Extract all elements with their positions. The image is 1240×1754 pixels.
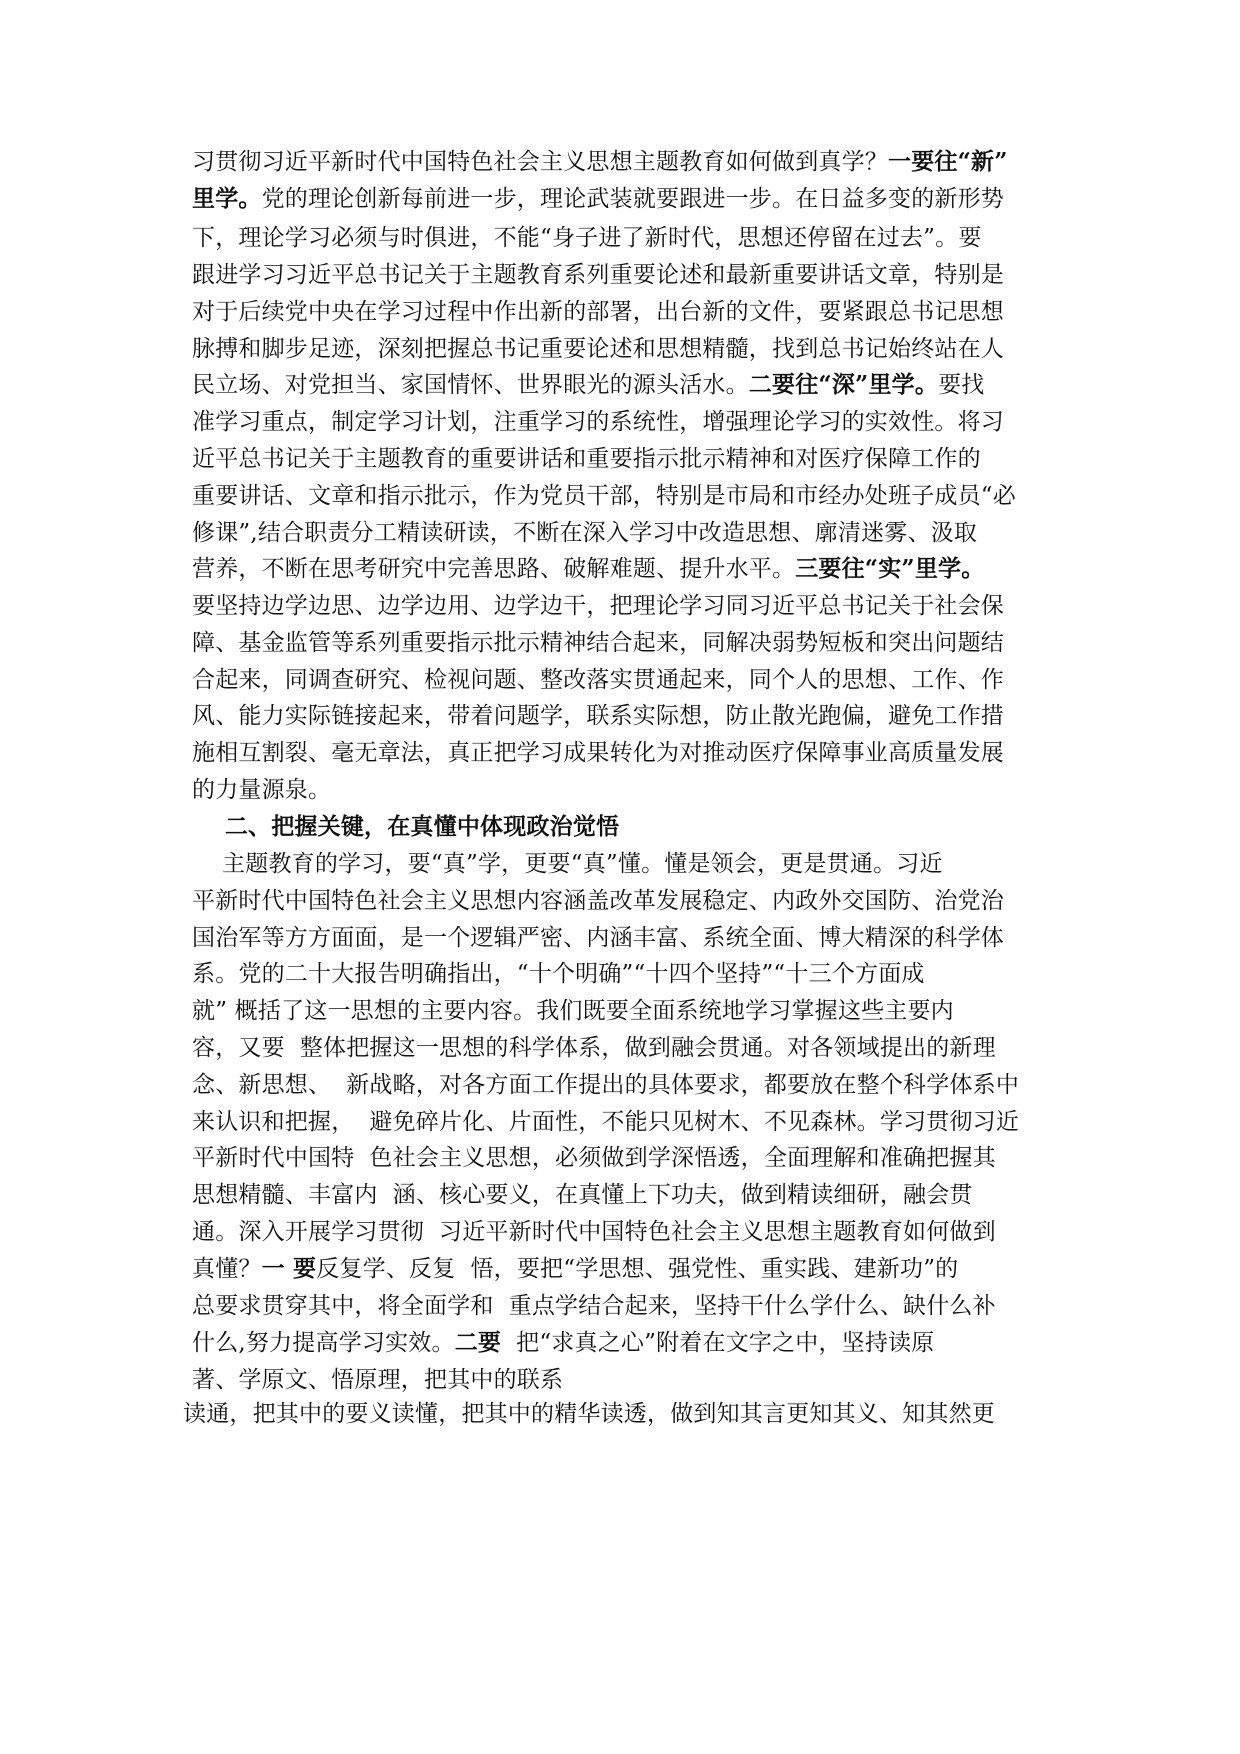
text-line — [192, 1213, 996, 1251]
text-line — [192, 440, 981, 478]
text-segment: 重要讲话、文章和指示批示，作为党员干部，特别是市局和市经办处班子成员“必 — [192, 483, 1016, 509]
text-segment: 营养，不断在思考研究中完善思路、破解难题、提升水平。 — [192, 556, 796, 582]
bold-text-segment: 里学。 — [192, 185, 262, 212]
text-line — [192, 514, 977, 552]
text-segment: 把“求真之心”附着在文字之中，坚持读原 — [501, 1330, 935, 1356]
text-line — [192, 661, 1004, 699]
text-line — [192, 1103, 1019, 1141]
text-line — [192, 808, 619, 846]
text-line — [192, 1139, 996, 1177]
text-segment: 国治军等方方面面，是一个逻辑严密、内涵丰富、系统全面、博大精深的科学体 — [192, 925, 1004, 951]
text-segment: 就” 概括了这一思想的主要内容。我们既要全面系统地学习掌握这些主要内 — [192, 998, 954, 1024]
bold-text-segment: 二、把握关键，在真懂中体现政治觉悟 — [192, 813, 620, 840]
text-line — [192, 1250, 958, 1288]
text-line — [192, 697, 1004, 735]
text-line — [192, 919, 1004, 957]
text-line — [192, 403, 1004, 441]
text-segment: 思想精髓、丰富内 涵、核心要义，在真懂上下功夫，做到精读细研，融会贯 — [192, 1182, 973, 1208]
text-segment: 对于后续党中央在学习过程中作出新的部署，出台新的文件，要紧跟总书记思想 — [192, 299, 1004, 325]
text-segment: 修课”,结合职责分工精读研读，不断在深入学习中改造思想、廓清迷雾、汲取 — [192, 520, 978, 546]
text-segment: 真懂？ — [192, 1256, 262, 1282]
text-line — [192, 1176, 973, 1214]
text-segment: 反复学、反复 悟，要把“学思想、强党性、重实践、建新功”的 — [316, 1256, 959, 1282]
text-segment: 什么,努力提高学习实效。 — [192, 1330, 455, 1356]
text-segment: 总要求贯穿其中，将全面学和 重点学结合起来，坚持干什么学什么、缺什么补 — [192, 1293, 996, 1319]
text-line — [192, 143, 1008, 181]
text-segment: 平新时代中国特 色社会主义思想，必须做到学深悟透，全面理解和准确把握其 — [192, 1145, 996, 1171]
text-line — [192, 1324, 934, 1362]
text-line — [192, 624, 1004, 662]
text-segment: 脉搏和脚步足迹，深刻把握总书记重要论述和思想精髓，找到总书记始终站在人 — [192, 336, 1004, 362]
text-line — [192, 219, 982, 257]
text-segment: 下，理论学习必须与时俱进，不能“身子进了新时代，思想还停留在过去”。要 — [192, 225, 982, 251]
text-segment: 风、能力实际链接起来，带着问题学，联系实际想，防止散光跑偏，避免工作措 — [192, 703, 1004, 729]
text-line — [192, 550, 984, 588]
text-segment: 容，又要 整体把握这一思想的科学体系，做到融会贯通。对各领域提出的新理 — [192, 1035, 996, 1061]
text-segment: 主题教育的学习，要“真”学，更要“真”懂。懂是领会，更是贯通。习近 — [192, 851, 943, 877]
text-line — [192, 366, 984, 404]
bold-text-segment: 三要往“实”里学。 — [795, 555, 985, 582]
text-line — [192, 587, 1004, 625]
text-segment: 来认识和把握， 避免碎片化、片面性，不能只见树木、不见森林。学习贯彻习近 — [192, 1109, 1020, 1135]
text-segment: 准学习重点，制定学习计划，注重学习的系统性，增强理论学习的实效性。将习 — [192, 409, 1004, 435]
text-line — [192, 256, 1004, 294]
text-line — [192, 1361, 563, 1399]
text-segment: 要找 — [938, 372, 985, 398]
text-segment: 平新时代中国特色社会主义思想内容涵盖改革发展稳定、内政外交国防、治党治 — [192, 888, 1004, 914]
text-line — [183, 1395, 995, 1433]
text-line — [192, 477, 1016, 515]
text-segment: 施相互割裂、毫无章法，真正把学习成果转化为对推动医疗保障事业高质量发展 — [192, 740, 1004, 766]
text-segment: 要坚持边学边思、边学边用、边学边干，把理论学习同习近平总书记关于社会保 — [192, 593, 1004, 619]
text-line — [192, 293, 1004, 331]
text-segment: 合起来，同调查研究、检视问题、整改落实贯通起来，同个人的思想、工作、作 — [192, 667, 1004, 693]
text-line — [192, 180, 1004, 218]
text-line — [192, 882, 1004, 920]
text-line — [192, 330, 1004, 368]
text-segment: 民立场、对党担当、家国情怀、世界眼光的源头活水。 — [192, 372, 749, 398]
bold-text-segment: 二要往“深”里学。 — [748, 371, 939, 398]
text-segment: 障、基金监管等系列重要指示批示精神结合起来，同解决弱势短板和突出问题结 — [192, 630, 1004, 656]
text-line — [192, 771, 331, 809]
text-segment: 党的理论创新每前进一步，理论武装就要跟进一步。在日益多变的新形势 — [261, 186, 1005, 212]
bold-text-segment: 一要往“新” — [888, 148, 1008, 175]
text-line — [192, 734, 1004, 772]
text-line — [192, 1066, 1019, 1104]
text-segment: 近平总书记关于主题教育的重要讲话和重要指示批示精神和对医疗保障工作的 — [192, 446, 981, 472]
text-segment: 念、新思想、 新战略，对各方面工作提出的具体要求，都要放在整个科学体系中 — [192, 1072, 1020, 1098]
bold-text-segment: 一 要 — [261, 1255, 317, 1282]
text-segment: 著、学原文、悟原理，把其中的联系 — [192, 1367, 564, 1393]
text-line — [192, 992, 954, 1030]
bold-text-segment: 二要 — [454, 1329, 502, 1356]
text-segment: 通。深入开展学习贯彻 习近平新时代中国特色社会主义思想主题教育如何做到 — [192, 1219, 996, 1245]
text-line — [192, 1029, 996, 1067]
text-segment: 习贯彻习近平新时代中国特色社会主义思想主题教育如何做到真学？ — [192, 149, 888, 175]
text-segment: 的力量源泉。 — [192, 777, 332, 803]
text-segment: 系。党的二十大报告明确指出，“十个明确”“十四个坚持”“十三个方面成 — [192, 961, 925, 987]
text-segment: 读通，把其中的要义读懂，把其中的精华读透，做到知其言更知其义、知其然更 — [183, 1401, 995, 1427]
text-line — [192, 955, 925, 993]
text-line — [192, 845, 943, 883]
text-line — [192, 1287, 996, 1325]
text-segment: 跟进学习习近平总书记关于主题教育系列重要论述和最新重要讲话文章，特别是 — [192, 262, 1004, 288]
